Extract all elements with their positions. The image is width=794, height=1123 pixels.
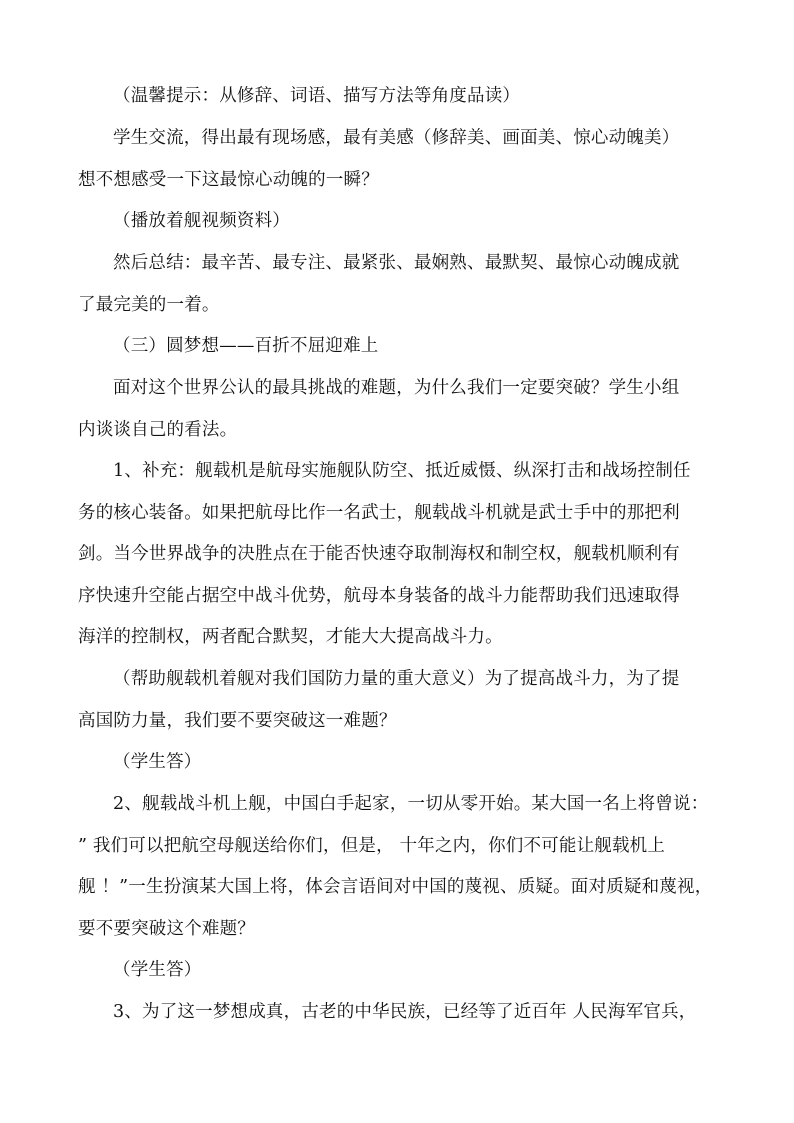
student-answer-note bbox=[78, 950, 718, 992]
text-line: 然后总结：最辛苦、最专注、最紧张、最娴熟、最默契、最惊心动魄成就 bbox=[113, 253, 680, 273]
text-line: 务的核心装备。如果把航母比作一名武士，舰载战斗机就是武士手中的那把利 bbox=[78, 502, 680, 523]
video-note-paragraph bbox=[78, 201, 718, 243]
text-line: 序快速升空能占据空中战斗优势，航母本身装备的战斗力能帮助我们迅速取得 bbox=[78, 585, 680, 606]
text-line: 1、补充：舰载机是航母实施舰队防空、抵近威慑、纵深打击和战场控制任 bbox=[113, 461, 691, 481]
text-line: 了最完美的一着。 bbox=[78, 294, 220, 315]
text-line: 学生交流，得出最有现场感，最有美感（修辞美、画面美、惊心动魄美） bbox=[113, 128, 680, 148]
text-line: 2、舰载战斗机上舰，中国白手起家，一切从零开始。某大国一名上将曾说： bbox=[113, 794, 709, 814]
hint-paragraph bbox=[78, 76, 718, 118]
text-line: （温馨提示：从修辞、词语、描写方法等角度品读） bbox=[113, 86, 521, 106]
text-line: 面对这个世界公认的最具挑战的难题，为什么我们一定要突破？学生小组 bbox=[113, 378, 680, 398]
section-heading bbox=[78, 326, 718, 368]
text-line: 舰 ！”一生扮演某大国上将，体会言语间对中国的蔑视、质疑。面对质疑和蔑视， bbox=[78, 877, 713, 898]
text-line: （学生答） bbox=[113, 960, 202, 980]
text-line: 内谈谈自己的看法。 bbox=[78, 419, 238, 440]
supplement-paragraph bbox=[78, 451, 718, 659]
student-answer-note bbox=[78, 742, 718, 784]
text-line: 剑。当今世界战争的决胜点在于能否快速夺取制海权和制空权，舰载机顺利有 bbox=[78, 544, 680, 565]
text-line: （三）圆梦想——百折不屈迎难上 bbox=[113, 336, 379, 356]
general-quote-paragraph bbox=[78, 784, 718, 950]
challenge-question-paragraph bbox=[78, 368, 718, 451]
text-line: ” 我们可以把航空母舰送给你们，但是， 十年之内，你们不可能让舰载机上 bbox=[78, 835, 666, 856]
student-exchange-paragraph bbox=[78, 118, 718, 201]
text-line: 高国防力量，我们要不要突破这一难题？ bbox=[78, 710, 397, 731]
text-line: 海洋的控制权，两者配合默契，才能大大提高战斗力。 bbox=[78, 627, 503, 648]
text-line: （学生答） bbox=[113, 752, 202, 772]
dream-paragraph bbox=[78, 992, 718, 1034]
text-line: 想不想感受一下这最惊心动魄的一瞬？ bbox=[78, 169, 379, 190]
text-line: 3、为了这一梦想成真，古老的中华民族，已经等了近百年 人民海军官兵， bbox=[113, 1002, 697, 1022]
significance-paragraph bbox=[78, 659, 718, 742]
text-line: （播放着舰视频资料） bbox=[113, 211, 290, 231]
text-line: 要不要突破这个难题？ bbox=[78, 918, 255, 939]
summary-paragraph bbox=[78, 243, 718, 326]
text-line: （帮助舰载机着舰对我们国防力量的重大意义）为了提高战斗力，为了提 bbox=[113, 669, 680, 689]
